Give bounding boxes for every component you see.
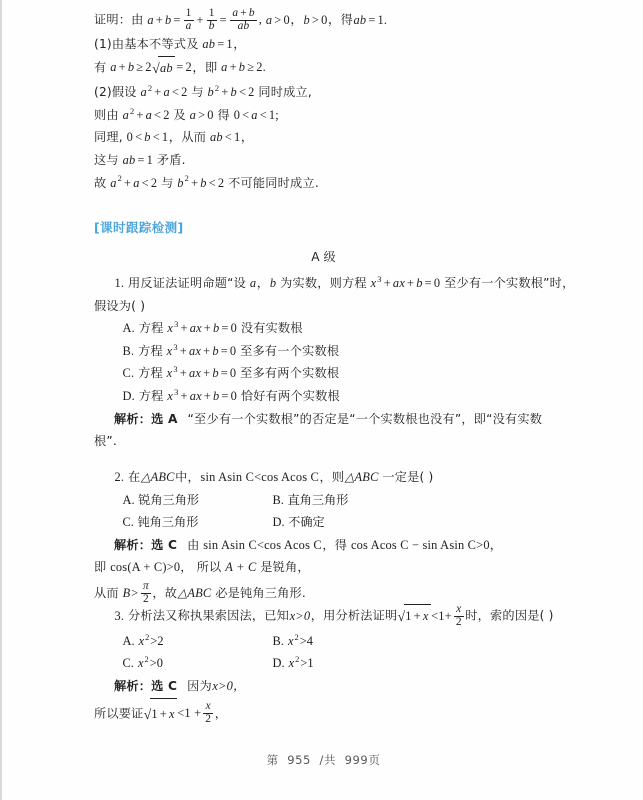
sqrt-1-plus-x-2: √1 + x	[144, 698, 177, 731]
question-2-stem	[94, 466, 574, 489]
proof-l2-text: (1)由基本不等式及	[94, 36, 199, 51]
solution-from: 从而	[94, 585, 119, 600]
option-text: 直角三角形	[287, 492, 349, 507]
option-letter: A.	[122, 492, 135, 507]
triangle-abc-3: △ABC	[177, 585, 212, 600]
proof-line-8: 故 $a^2 + a < 2$ 与 $b^2 + b < 2$ 不可能同时成立.	[94, 173, 319, 190]
option-suffix: 至多有一个实数根	[240, 343, 340, 358]
solution-label: 解析：	[114, 537, 152, 552]
solution-result: cos Acos C − sin Asin C>0，	[350, 537, 503, 552]
proof-l6-text2: 从而	[181, 130, 207, 145]
option-letter: A.	[122, 633, 135, 648]
question-2-stem-prefix: 在	[128, 470, 141, 484]
sqrt-ab: √ab	[152, 56, 175, 82]
option-exponent: 2	[144, 654, 149, 665]
solution-expr: cos(A + C)>0，	[110, 560, 193, 575]
solution-rhs: <1 +	[177, 705, 202, 720]
option-text: 钝角三角形	[137, 515, 199, 530]
proof-line-6: 同理, 0 < b < 1，从而 ab < 1，	[94, 130, 254, 145]
option-letter: D.	[272, 656, 285, 671]
proof-line-3: 有 a + b ≥ 2√ab = 2，即 a + b ≥ 2.	[94, 56, 564, 82]
triangle-abc-2: △ABC	[344, 470, 379, 484]
option-prefix: 方程	[138, 343, 163, 358]
footer-page-number: 955	[287, 753, 311, 767]
proof-line-7: 这与 ab = 1 矛盾.	[94, 153, 186, 168]
solution-conclusion-prefix: 所以要证	[94, 705, 144, 720]
question-3-option-a[interactable]	[94, 630, 272, 653]
option-letter: C.	[122, 656, 134, 671]
question-1-stem-line2	[94, 295, 574, 318]
option-letter: C.	[122, 366, 135, 381]
fraction-x-over-2-sol: $\frac{x}{2}$	[205, 700, 212, 726]
footer-prefix: 第	[266, 753, 279, 767]
question-3-option-b[interactable]	[272, 630, 313, 653]
question-1-stem-c: 至少有一个实数根”时，	[444, 276, 575, 290]
solution-ji: 即	[94, 560, 107, 575]
solution-choice: 选 C	[151, 679, 178, 693]
fraction-pi-over-2: $\frac{\pi}{2}$	[142, 580, 149, 606]
option-prefix: 方程	[138, 388, 164, 403]
proof-block	[94, 8, 564, 194]
solution-de: ，得	[322, 537, 348, 552]
question-3-condition: x>0	[289, 608, 311, 623]
question-2-solution-line1	[94, 534, 574, 557]
proof-l7-suffix: 矛盾.	[156, 153, 186, 168]
solution-tail: ，	[214, 705, 228, 720]
solution-you: 由	[187, 537, 200, 552]
question-2-option-b[interactable]	[272, 489, 348, 512]
triangle-abc: △ABC	[140, 470, 175, 484]
solution-reason: 因为	[187, 679, 212, 693]
option-text: 锐角三角形	[138, 492, 200, 507]
solution-choice: 选 A	[151, 411, 178, 426]
proof-line-1: 证明：由 a + b = $\frac{1}{a}$ + $\frac{1}{b}$ = $\frac{a + b}{ab}$ , a > 0，b > 0，得ab = 1.	[94, 7, 388, 32]
option-base: x	[288, 656, 295, 671]
option-base: x	[138, 633, 145, 648]
question-1-option-a[interactable]: A. 方程 $x^3$ + ax + b = 0 没有实数根	[122, 319, 303, 336]
option-base: x	[287, 633, 294, 648]
solution-label: 解析：	[114, 411, 152, 426]
proof-line-5: 则由 $a^2 + a < 2$ 及 a > 0 得 0 < a < 1;	[94, 105, 279, 122]
option-relation: >2	[150, 633, 164, 648]
proof-l4-prefix: (2)假设	[94, 85, 137, 100]
proof-line-4: (2)假设 $a^2 + a < 2$ 与 $b^2 + b < 2$ 同时成立,	[94, 83, 312, 100]
option-letter: A.	[122, 321, 135, 336]
question-1-stem-a: 用反证法证明命题“设	[128, 276, 247, 290]
proof-de: 得	[340, 12, 353, 27]
question-3-stem	[94, 604, 574, 630]
solution-reason-expr: x>0，	[212, 679, 246, 693]
proof-l7-prefix: 这与	[94, 153, 119, 168]
question-3-options-row-1	[94, 630, 574, 653]
question-1-number: 1.	[114, 276, 125, 290]
solution-inequality: sin Asin C<cos Acos C	[203, 537, 322, 552]
question-1-option-b[interactable]: B. 方程 $x^3$ + ax + b = 0 至多有一个实数根	[122, 341, 340, 358]
solution-var-b: B>	[122, 585, 139, 600]
proof-l3-text: 有	[94, 59, 107, 74]
footer-total-pages: 999	[344, 753, 369, 767]
option-exponent: 2	[295, 654, 300, 665]
question-3-option-c[interactable]	[94, 652, 272, 675]
fraction-a-plus-b-over-ab: $\frac{a + b}{ab}$	[230, 8, 257, 33]
proof-l4-suffix: 同时成立,	[258, 85, 312, 100]
footer-mid: /共	[319, 753, 337, 767]
question-1-stem-b: 为实数，则方程	[280, 276, 367, 290]
solution-so: 所以	[196, 560, 222, 575]
proof-l8-mid: 与	[161, 175, 174, 190]
page-footer	[2, 752, 643, 768]
question-2-options-row-2	[94, 511, 574, 534]
proof-label: 证明：	[94, 12, 132, 27]
question-2-option-c[interactable]	[94, 511, 272, 534]
question-2-option-d[interactable]	[272, 511, 325, 534]
proof-l5-mid: 及	[173, 107, 186, 122]
question-1-solution-line2	[94, 430, 574, 453]
question-3-rhs: <1+	[431, 608, 452, 623]
question-2-number: 2.	[114, 470, 125, 484]
option-letter: B.	[122, 343, 135, 358]
option-text: 不确定	[288, 515, 325, 530]
option-suffix: 恰好有两个实数根	[240, 388, 340, 403]
option-suffix: 至多有两个实数根	[240, 366, 340, 381]
solution-text: “至少有一个实数根”的否定是“一个实数根也没有”，即“没有实数	[187, 411, 543, 426]
option-prefix: 方程	[138, 366, 163, 381]
question-3-stem-b: ，用分析法证明	[310, 608, 398, 623]
section-tag-exercise: [课时跟踪检测]	[94, 220, 184, 235]
option-letter: D.	[122, 388, 135, 403]
proof-l8-suffix: 不可能同时成立.	[228, 175, 319, 190]
option-letter: D.	[272, 515, 285, 530]
solution-conclusion: 必是钝角三角形.	[215, 585, 306, 600]
proof-l5-prefix: 则由	[94, 107, 119, 122]
option-relation: >4	[299, 633, 313, 648]
question-3-stem-a: 分析法又称执果索因法，已知	[128, 608, 290, 623]
fraction-1-over-b: $\frac{1}{b}$	[208, 7, 215, 32]
option-letter: C.	[122, 515, 134, 530]
question-1-solution-line1	[94, 408, 574, 431]
question-3-solution-line1	[94, 675, 574, 698]
question-1	[94, 272, 574, 453]
fraction-x-over-2: $\frac{x}{2}$	[455, 603, 462, 628]
option-suffix: 没有实数根	[240, 321, 303, 336]
question-1-stem-line1: 1. 用反证法证明命题“设 a，b 为实数，则方程 $x^3$ + ax + b = 0 至少有一个实数根”时，	[114, 273, 575, 290]
option-relation: >1	[300, 656, 314, 671]
footer-suffix: 页	[368, 753, 381, 767]
question-3-option-d[interactable]	[272, 652, 314, 675]
solution-choice: 选 C	[151, 537, 178, 552]
option-exponent: 2	[294, 631, 299, 642]
solution-end: 是锐角，	[260, 560, 310, 575]
option-exponent: 2	[145, 631, 150, 642]
proof-l5-de: 得	[217, 107, 230, 122]
option-relation: >0	[149, 656, 163, 671]
solution-comma: ，故	[152, 585, 178, 600]
question-2	[94, 466, 574, 607]
proof-you: 由	[131, 12, 144, 27]
solution-text-cont: 根”.	[94, 434, 117, 449]
solution-expr2: A + C	[225, 560, 257, 575]
question-3	[94, 604, 574, 731]
solution-label: 解析：	[114, 679, 152, 693]
question-2-solution-line3	[94, 579, 574, 607]
option-letter: B.	[272, 492, 284, 507]
question-2-options-row-1	[94, 489, 574, 512]
proof-l4-mid: 与	[191, 85, 204, 100]
question-1-stem-line2-text: 假设为( )	[94, 298, 146, 313]
proof-l8-prefix: 故	[94, 175, 107, 190]
sqrt-1-plus-x: √1 + x	[397, 604, 430, 630]
question-2-then: ，则	[319, 470, 345, 484]
question-3-options-row-2	[94, 652, 574, 675]
question-1-option-d[interactable]: D. 方程 $x^3$ + ax + b = 0 恰好有两个实数根	[122, 386, 340, 403]
option-base: x	[137, 656, 144, 671]
grade-heading: A 级	[311, 250, 336, 264]
proof-l6-text1: 同理,	[94, 130, 123, 145]
proof-line-2: (1)由基本不等式及 ab = 1，	[94, 36, 246, 51]
question-1-option-c[interactable]: C. 方程 $x^3$ + ax + b = 0 至多有两个实数根	[122, 364, 340, 381]
question-3-solution-line2	[94, 698, 574, 731]
option-letter: B.	[272, 633, 284, 648]
question-2-stem-suffix: 一定是( )	[382, 470, 434, 484]
question-2-solution-line2	[94, 556, 574, 579]
fraction-1-over-a: $\frac{1}{a}$	[185, 7, 192, 32]
question-3-stem-c: 时，索的因是( )	[465, 608, 554, 623]
option-prefix: 方程	[138, 321, 164, 336]
proof-l3-mid: 即	[204, 59, 218, 74]
question-3-number: 3.	[114, 608, 125, 623]
question-2-stem-mid: 中，	[175, 470, 200, 484]
question-2-inequality: sin Asin C<cos Acos C	[200, 470, 320, 484]
question-2-option-a[interactable]	[94, 489, 272, 512]
